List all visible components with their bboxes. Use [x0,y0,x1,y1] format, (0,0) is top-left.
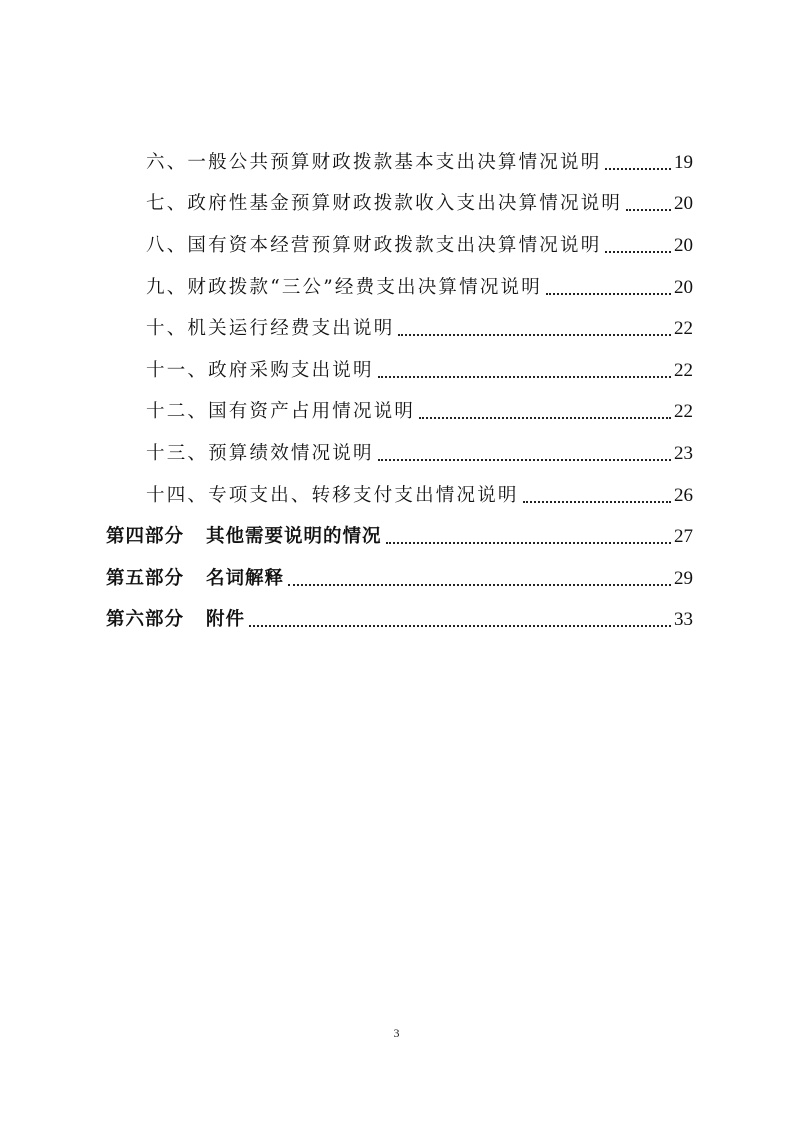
toc-entry-8[interactable] [0,225,793,267]
toc-entry-title: 十三、预算绩效情况说明 [146,442,374,464]
toc-entry-title: 十二、国有资产占用情况说明 [146,401,416,423]
toc-entry-14[interactable] [0,475,793,517]
toc-entry-page: 22 [674,359,693,381]
dot-leader [626,209,671,211]
toc-part-label: 第四部分 [106,526,185,548]
toc-entry-title: 十、机关运行经费支出说明 [146,318,395,340]
toc-entry-title: 六、一般公共预算财政拨款基本支出决算情况说明 [146,151,602,173]
toc-part-label: 第六部分 [106,609,185,631]
toc-entry-page: 23 [674,442,693,464]
toc-entry-12[interactable] [0,392,793,434]
dot-leader [546,293,671,295]
toc-part-label: 第五部分 [106,567,185,589]
toc-entry-11[interactable] [0,350,793,392]
toc-entry-7[interactable] [0,184,793,226]
toc-entry-page: 20 [674,276,693,298]
toc-entry-page: 20 [674,234,693,256]
toc-entry-9[interactable] [0,267,793,309]
toc-part-5[interactable] [0,558,793,600]
toc-entry-page: 20 [674,193,693,215]
toc-entry-title: 八、国有资本经营预算财政拨款支出决算情况说明 [146,234,602,256]
toc-part-page: 33 [674,609,693,631]
dot-leader [288,584,671,586]
toc-entry-10[interactable] [0,308,793,350]
toc-entry-title: 七、政府性基金预算财政拨款收入支出决算情况说明 [146,193,623,215]
toc-entry-page: 19 [674,151,693,173]
dot-leader [419,417,671,419]
toc-entry-title: 十一、政府采购支出说明 [146,359,374,381]
dot-leader [378,376,671,378]
toc-entry-title: 十四、专项支出、转移支付支出情况说明 [146,484,519,506]
toc-part-page: 27 [674,526,693,548]
page-number: 3 [393,1026,400,1040]
toc-part-title: 名词解释 [206,567,285,589]
toc-entry-13[interactable] [0,433,793,475]
toc-entry-page: 26 [674,484,693,506]
toc-part-title: 附件 [206,609,246,631]
toc-part-title: 其他需要说明的情况 [206,526,382,548]
dot-leader [523,501,671,503]
toc-entry-6[interactable] [0,142,793,184]
dot-leader [398,334,671,336]
toc-entry-page: 22 [674,401,693,423]
toc-part-heading [106,609,245,631]
toc-part-heading [106,526,382,548]
toc-part-4[interactable] [0,516,793,558]
dot-leader [605,168,671,170]
dot-leader [378,459,671,461]
dot-leader [249,625,671,627]
dot-leader [605,251,671,253]
table-of-contents [0,142,793,641]
toc-entry-page: 22 [674,318,693,340]
toc-part-heading [106,568,284,590]
dot-leader [386,542,671,544]
toc-entry-title: 九、财政拨款“三公”经费支出决算情况说明 [146,276,542,298]
toc-part-6[interactable] [0,600,793,642]
toc-part-page: 29 [674,567,693,589]
